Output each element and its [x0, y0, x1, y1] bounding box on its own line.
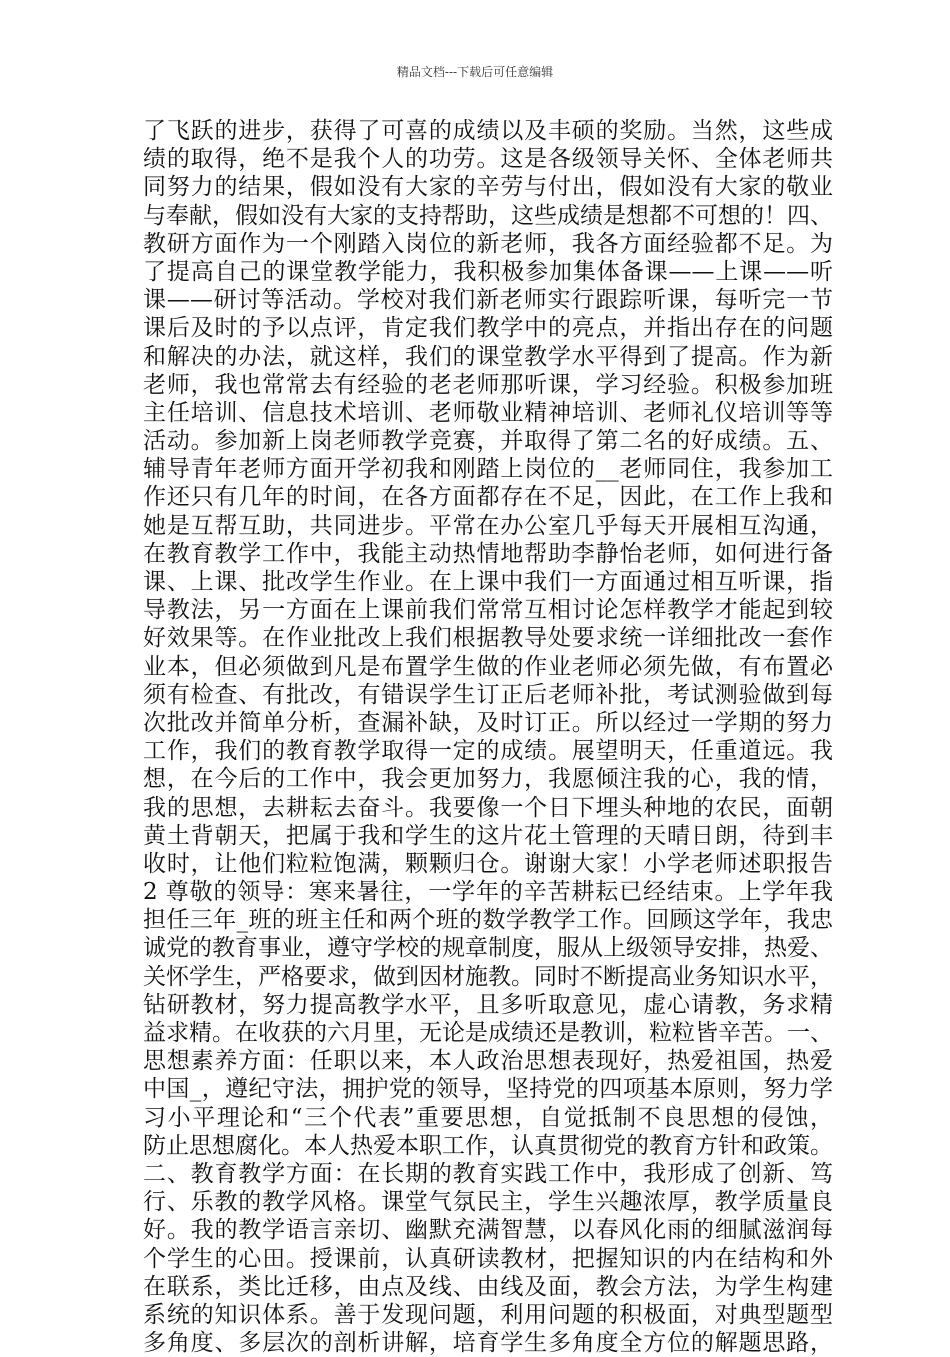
text-line: 辅导青年老师方面开学初我和刚踏上岗位的__老师同住，我参加工 [143, 456, 833, 483]
text-line: 收时，让他们粒粒饱满，颗颗归仓。谢谢大家！小学老师述职报告 [143, 850, 833, 877]
text-line: 同努力的结果，假如没有大家的辛劳与付出，假如没有大家的敬业 [143, 174, 833, 201]
text-line: 和解决的办法，就这样，我们的课堂教学水平得到了提高。作为新 [143, 343, 833, 370]
text-line: 黄土背朝天，把属于我和学生的这片花土管理的天晴日朗，待到丰 [143, 822, 833, 849]
text-line: 课、上课、批改学生作业。在上课中我们一方面通过相互听课，指 [143, 569, 833, 595]
text-line: 次批改并简单分析，查漏补缺，及时订正。所以经过一学期的努力 [143, 709, 833, 736]
text-line: 须有检查、有批改，有错误学生订正后老师补批，考试测验做到每 [143, 681, 833, 708]
text-line: 我的思想，去耕耘去奋斗。我要像一个日下埋头种地的农民，面朝 [143, 794, 833, 821]
text-line: 课后及时的予以点评，肯定我们教学中的亮点，并指出存在的问题 [143, 315, 833, 342]
text-line: 业本，但必须做到凡是布置学生做的作业老师必须先做，有布置必 [143, 653, 833, 680]
text-line: 与奉献，假如没有大家的支持帮助，这些成绩是想都不可想的！四、 [143, 202, 833, 229]
text-line: 行、乐教的教学风格。课堂气氛民主，学生兴趣浓厚，教学质量良 [143, 1189, 833, 1216]
text-line: 活动。参加新上岗老师教学竞赛，并取得了第二名的好成绩。五、 [143, 428, 833, 455]
text-line: 课——研讨等活动。学校对我们新老师实行跟踪听课，每听完一节 [143, 287, 833, 314]
text-line: 主任培训、信息技术培训、老师敬业精神培训、老师礼仪培训等等 [143, 399, 833, 426]
text-line: 关怀学生，严格要求，做到因材施教。同时不断提高业务知识水平， [143, 963, 833, 990]
text-line: 思想素养方面：任职以来，本人政治思想表现好，热爱祖国，热爱 [143, 1048, 833, 1075]
text-line: 系统的知识体系。善于发现问题，利用问题的积极面，对典型题型 [143, 1301, 833, 1328]
page-header: 精品文档---下载后可任意编辑 [396, 65, 554, 79]
text-line: 工作，我们的教育教学取得一定的成绩。展望明天，任重道远。我 [143, 738, 833, 765]
text-line: 益求精。在收获的六月里，无论是成绩还是教训，粒粒皆辛苦。一、 [143, 1020, 833, 1046]
text-line: 中国_，遵纪守法，拥护党的领导，坚持党的四项基本原则，努力学 [143, 1076, 833, 1103]
text-line: 习小平理论和“三个代表”重要思想，自觉抵制不良思想的侵蚀， [143, 1104, 833, 1131]
text-line: 好效果等。在作业批改上我们根据教导处要求统一详细批改一套作 [143, 625, 833, 652]
text-line: 在教育教学工作中，我能主动热情地帮助李静怡老师，如何进行备 [143, 540, 833, 567]
text-line: 了飞跃的进步，获得了可喜的成绩以及丰硕的奖励。当然，这些成 [143, 118, 833, 144]
text-line: 老师，我也常常去有经验的老老师那听课，学习经验。积极参加班 [143, 371, 833, 398]
text-line: 好。我的教学语言亲切、幽默充满智慧，以春风化雨的细腻滋润每 [143, 1217, 833, 1244]
text-line: 绩的取得，绝不是我个人的功劳。这是各级领导关怀、全体老师共 [143, 146, 833, 173]
text-line: 防止思想腐化。本人热爱本职工作，认真贯彻党的教育方针和政策。 [143, 1132, 833, 1159]
text-line: 教研方面作为一个刚踏入岗位的新老师，我各方面经验都不足。为 [143, 230, 833, 257]
text-line: 在联系，类比迁移，由点及线、由线及面，教会方法，为学生构建 [143, 1273, 833, 1300]
body-text [143, 117, 833, 1357]
text-line: 她是互帮互助，共同进步。平常在办公室几乎每天开展相互沟通， [143, 512, 833, 539]
text-line: 诚党的教育事业，遵守学校的规章制度，服从上级领导安排，热爱、 [143, 935, 833, 962]
text-line: 导教法，另一方面在上课前我们常常互相讨论怎样教学才能起到较 [143, 597, 833, 624]
text-line: 担任三年_班的班主任和两个班的数学教学工作。回顾这学年，我忠 [143, 907, 833, 934]
text-line: 多角度、多层次的剖析讲解，培育学生多角度全方位的解题思路， [143, 1330, 833, 1357]
text-line: 二、教育教学方面：在长期的教育实践工作中，我形成了创新、笃 [143, 1160, 833, 1187]
text-line: 想，在今后的工作中，我会更加努力，我愿倾注我的心，我的情， [143, 766, 833, 793]
text-line: 个学生的心田。授课前，认真研读教材，把握知识的内在结构和外 [143, 1245, 833, 1272]
text-line: 作还只有几年的时间，在各方面都存在不足，因此，在工作上我和 [143, 484, 833, 511]
text-line: 2 尊敬的领导：寒来暑往，一学年的辛苦耕耘已经结束。上学年我 [143, 879, 833, 906]
text-line: 钻研教材，努力提高教学水平，且多听取意见，虚心请教，务求精 [143, 991, 833, 1018]
text-line: 了提高自己的课堂教学能力，我积极参加集体备课——上课——听 [143, 258, 833, 285]
